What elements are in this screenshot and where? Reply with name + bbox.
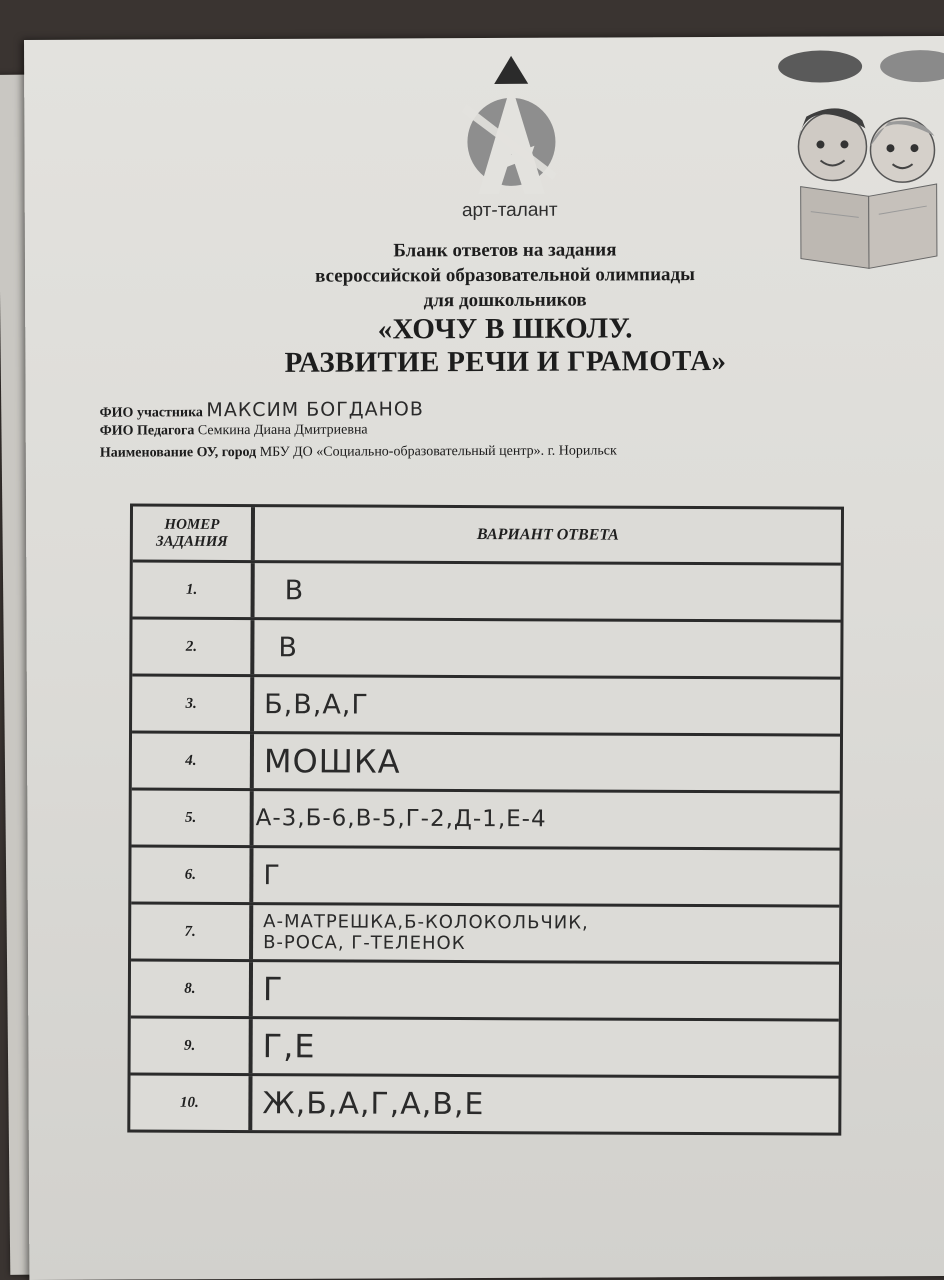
answer-line-2: В-РОСА, Г-ТЕЛЕНОК	[263, 932, 466, 955]
title-line-3: для дошкольников	[423, 289, 587, 312]
brand-name: арт-талант	[461, 199, 558, 222]
answer-cell: Г,Е	[262, 1027, 316, 1066]
column-header-number: НОМЕР ЗАДАНИЯ	[133, 507, 255, 561]
participant-name: МАКСИМ БОГДАНОВ	[206, 398, 424, 422]
form-title	[155, 236, 856, 380]
table-row	[131, 845, 839, 905]
title-line-2: всероссийской образовательной олимпиады	[315, 264, 696, 287]
answer-cell: Г	[262, 970, 284, 1009]
answers-table	[127, 504, 844, 1136]
answer-cell: В	[278, 631, 298, 663]
table-row	[131, 902, 839, 962]
teacher-name: Семкина Диана Дмитриевна	[197, 422, 368, 439]
school-label: Наименование ОУ, город	[99, 444, 257, 461]
answer-cell	[253, 905, 839, 962]
answer-cell: А-3,Б-6,В-5,Г-2,Д-1,Е-4	[255, 805, 547, 833]
task-number: 2.	[132, 620, 254, 675]
table-row	[133, 560, 841, 620]
title-line-4: «ХОЧУ В ШКОЛУ.	[377, 312, 633, 346]
answer-cell: Г	[263, 859, 281, 891]
task-number: 4.	[132, 734, 254, 789]
answer-cell: МОШКА	[263, 742, 401, 781]
art-talant-logo-icon	[456, 54, 567, 204]
task-number: 1.	[133, 563, 255, 618]
answer-line-1: А-МАТРЕШКА,Б-КОЛОКОЛЬЧИК,	[263, 911, 589, 934]
task-number: 9.	[131, 1019, 253, 1074]
title-line-5: РАЗВИТИЕ РЕЧИ И ГРАМОТА»	[284, 344, 727, 379]
table-row	[132, 617, 840, 677]
task-number: 5.	[132, 791, 254, 846]
task-number: 3.	[132, 677, 254, 732]
table-row	[132, 788, 840, 848]
answer-sheet	[24, 36, 944, 1280]
table-row	[131, 959, 839, 1019]
school-line	[100, 443, 617, 461]
table-row	[132, 731, 840, 791]
school-name: МБУ ДО «Социально-образовательный центр». г. Норильск	[259, 443, 617, 460]
task-number: 7.	[131, 905, 253, 960]
table-row	[130, 1073, 838, 1133]
table-row	[131, 1016, 839, 1076]
table-row	[132, 674, 840, 734]
answer-cell: Б,В,А,Г	[264, 688, 369, 721]
participant-line	[100, 398, 424, 421]
task-number: 8.	[131, 962, 253, 1017]
answer-cell: В	[284, 574, 305, 606]
column-header-answer: ВАРИАНТ ОТВЕТА	[476, 525, 619, 544]
task-number: 10.	[130, 1076, 252, 1131]
task-number: 6.	[131, 848, 253, 903]
teacher-line	[100, 423, 368, 440]
answer-cell: Ж,Б,А,Г,А,В,Е	[262, 1085, 485, 1122]
teacher-label: ФИО Педагога	[99, 423, 195, 439]
title-line-1: Бланк ответов на задания	[393, 239, 617, 262]
table-header-row	[133, 507, 841, 563]
participant-label: ФИО участника	[99, 405, 203, 421]
